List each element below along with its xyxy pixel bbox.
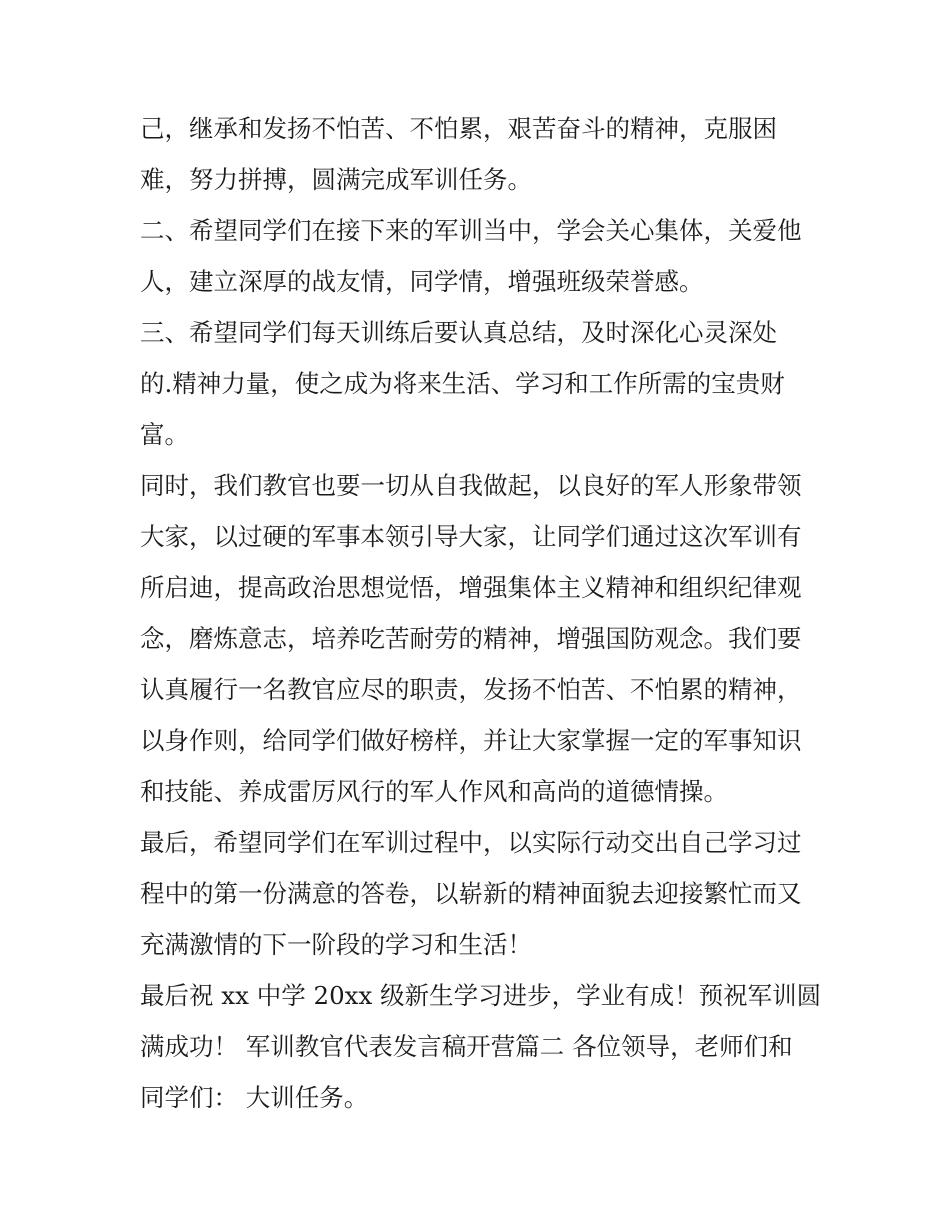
text-line: 难，努力拼搏，圆满完成军训任务。 xyxy=(140,165,532,194)
text-line: 充满激情的下一阶段的学习和生活！ xyxy=(140,930,532,959)
text-line: 以身作则，给同学们做好榜样，并让大家掌握一定的军事知识 xyxy=(140,726,802,755)
text-line: 二、希望同学们在接下来的军训当中，学会关心集体，关爱他 xyxy=(140,216,802,245)
text-line: 程中的第一份满意的答卷，以崭新的精神面貌去迎接繁忙而又 xyxy=(140,879,802,908)
text-line: 富。 xyxy=(140,420,189,449)
text-line: 大家，以过硬的军事本领引导大家，让同学们通过这次军训有 xyxy=(140,522,802,551)
document-body xyxy=(140,103,820,1123)
text-line: 和技能、养成雷厉风行的军人作风和高尚的道德情操。 xyxy=(140,777,728,806)
text-line: 念，磨炼意志，培养吃苦耐劳的精神，增强国防观念。我们要 xyxy=(140,624,802,653)
text-line: 最后祝 xx 中学 20xx 级新生学习进步，学业有成！预祝军训圆 xyxy=(140,981,822,1010)
text-line: 同学们： 大训任务。 xyxy=(140,1083,369,1112)
text-line: 所启迪，提高政治思想觉悟，增强集体主义精神和组织纪律观 xyxy=(140,573,802,602)
text-line: 认真履行一名教官应尽的职责，发扬不怕苦、不怕累的精神， xyxy=(140,675,802,704)
text-line: 己，继承和发扬不怕苦、不怕累，艰苦奋斗的精神，克服困 xyxy=(140,114,777,143)
text-line: 最后，希望同学们在军训过程中，以实际行动交出自己学习过 xyxy=(140,828,802,857)
text-line: 人，建立深厚的战友情，同学情，增强班级荣誉感。 xyxy=(140,267,704,296)
text-line: 满成功！ 军训教官代表发言稿开营篇二 各位领导，老师们和 xyxy=(140,1032,793,1061)
text-line: 的.精神力量，使之成为将来生活、学习和工作所需的宝贵财 xyxy=(140,369,785,398)
text-line: 三、希望同学们每天训练后要认真总结，及时深化心灵深处 xyxy=(140,318,777,347)
text-line: 同时，我们教官也要一切从自我做起，以良好的军人形象带领 xyxy=(140,471,802,500)
